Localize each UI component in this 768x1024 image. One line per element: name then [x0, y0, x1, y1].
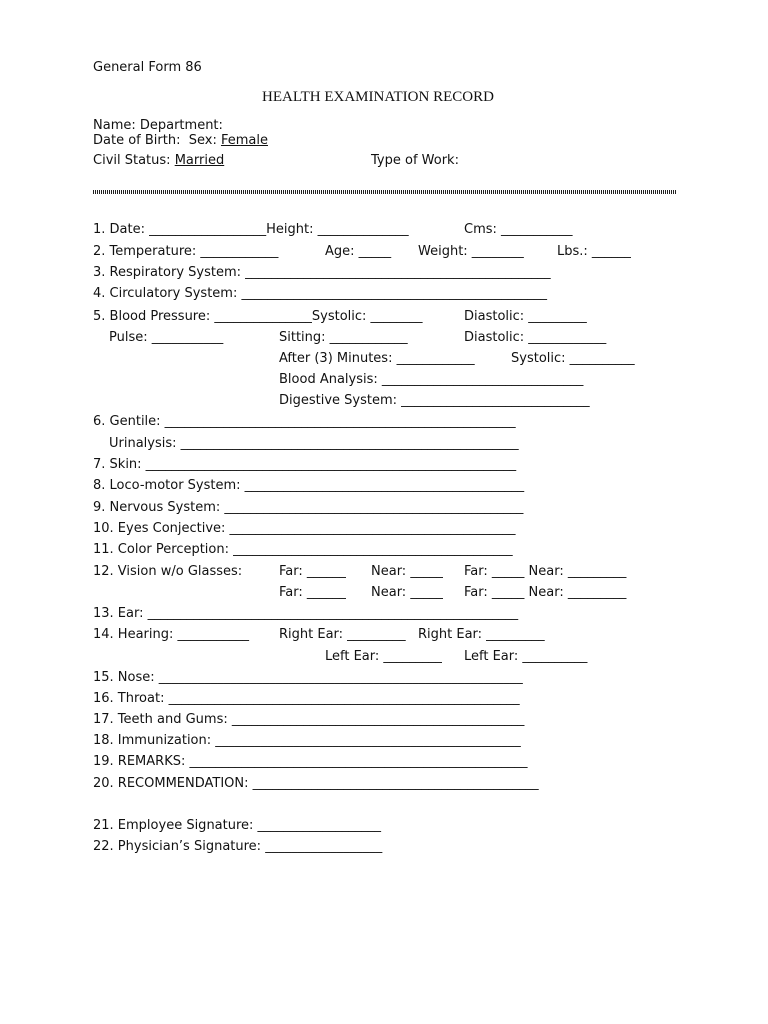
item-lbs: Lbs.: ______	[557, 244, 631, 259]
item-circulatory: 4. Circulatory System: _______________________________________________	[93, 286, 547, 301]
item-nose: 15. Nose: ________________________________________________________	[93, 670, 523, 685]
item-respiratory: 3. Respiratory System: _______________________________________________	[93, 265, 551, 280]
item-color-perception: 11. Color Perception: ___________________________________________	[93, 542, 513, 557]
item-left-ear-2: Left Ear: __________	[464, 649, 588, 664]
item-nervous: 9. Nervous System: ______________________________________________	[93, 500, 524, 515]
item-cms: Cms: ___________	[464, 222, 573, 237]
item-vision-label: 12. Vision w/o Glasses:	[93, 564, 243, 579]
item-left-ear-1: Left Ear: _________	[325, 649, 442, 664]
item-pulse: Pulse: ___________	[109, 330, 224, 345]
item-right-ear-1: Right Ear: _________	[279, 627, 406, 642]
sex-label: Sex:	[188, 133, 221, 148]
item-sitting: Sitting: ____________	[279, 330, 408, 345]
item-eyes: 10. Eyes Conjective: ____________________________________________	[93, 521, 516, 536]
form-number: General Form 86	[93, 60, 202, 75]
item-age: Age: _____	[325, 244, 392, 259]
item-teeth-gums: 17. Teeth and Gums: _____________________________________________	[93, 712, 525, 727]
item-throat: 16. Throat: ______________________________________________________	[93, 691, 520, 706]
form-title: HEALTH EXAMINATION RECORD	[262, 89, 494, 105]
item-weight: Weight: ________	[418, 244, 524, 259]
item-vision-near-1: Near: _____	[371, 564, 443, 579]
item-vision-far-2: Far: ______	[279, 585, 346, 600]
dotted-divider	[93, 190, 676, 194]
item-after-systolic: Systolic: __________	[511, 351, 635, 366]
item-hearing: 14. Hearing: ___________	[93, 627, 250, 642]
item-remarks: 19. REMARKS: ____________________________________________________	[93, 754, 528, 769]
item-physician-signature: 22. Physician’s Signature: __________________	[93, 839, 383, 854]
item-digestive: Digestive System: _____________________________	[279, 393, 590, 408]
item-skin: 7. Skin: _________________________________________________________	[93, 457, 517, 472]
sex-value: Female	[220, 133, 268, 148]
item-ear: 13. Ear: _________________________________________________________	[93, 606, 519, 621]
item-vision-far-near-1: Far: _____ Near: _________	[464, 564, 627, 579]
item-vision-near-2: Near: _____	[371, 585, 443, 600]
item-blood-analysis: Blood Analysis: _______________________________	[279, 372, 584, 387]
item-vision-far-1: Far: ______	[279, 564, 346, 579]
item-blood-pressure: 5. Blood Pressure: _______________Systolic: ________	[93, 309, 423, 324]
item-vision-far-near-2: Far: _____ Near: _________	[464, 585, 627, 600]
item-recommendation: 20. RECOMMENDATION: ____________________________________________	[93, 776, 539, 791]
dob-sex-line	[93, 133, 268, 149]
item-after-3-minutes: After (3) Minutes: ____________	[279, 351, 475, 366]
item-immunization: 18. Immunization: _______________________________________________	[93, 733, 521, 748]
item-date-height: 1. Date: __________________Height: ______________	[93, 222, 409, 237]
item-bp-diastolic: Diastolic: _________	[464, 309, 587, 324]
item-temperature: 2. Temperature: ____________	[93, 244, 279, 259]
item-right-ear-2: Right Ear: _________	[418, 627, 545, 642]
type-of-work-label: Type of Work:	[371, 153, 459, 168]
item-urinalysis: Urinalysis: ____________________________________________________	[109, 436, 519, 451]
item-employee-signature: 21. Employee Signature: ___________________	[93, 818, 382, 833]
civil-status-line	[93, 153, 224, 169]
item-gentile: 6. Gentile: ______________________________________________________	[93, 414, 516, 429]
item-sitting-diastolic: Diastolic: ____________	[464, 330, 607, 345]
dob-label: Date of Birth:	[93, 133, 181, 148]
civil-status-value: Married	[174, 153, 225, 168]
civil-status-label: Civil Status:	[93, 153, 175, 168]
name-department-label: Name: Department:	[93, 118, 223, 133]
item-loco-motor: 8. Loco-motor System: ___________________________________________	[93, 478, 525, 493]
